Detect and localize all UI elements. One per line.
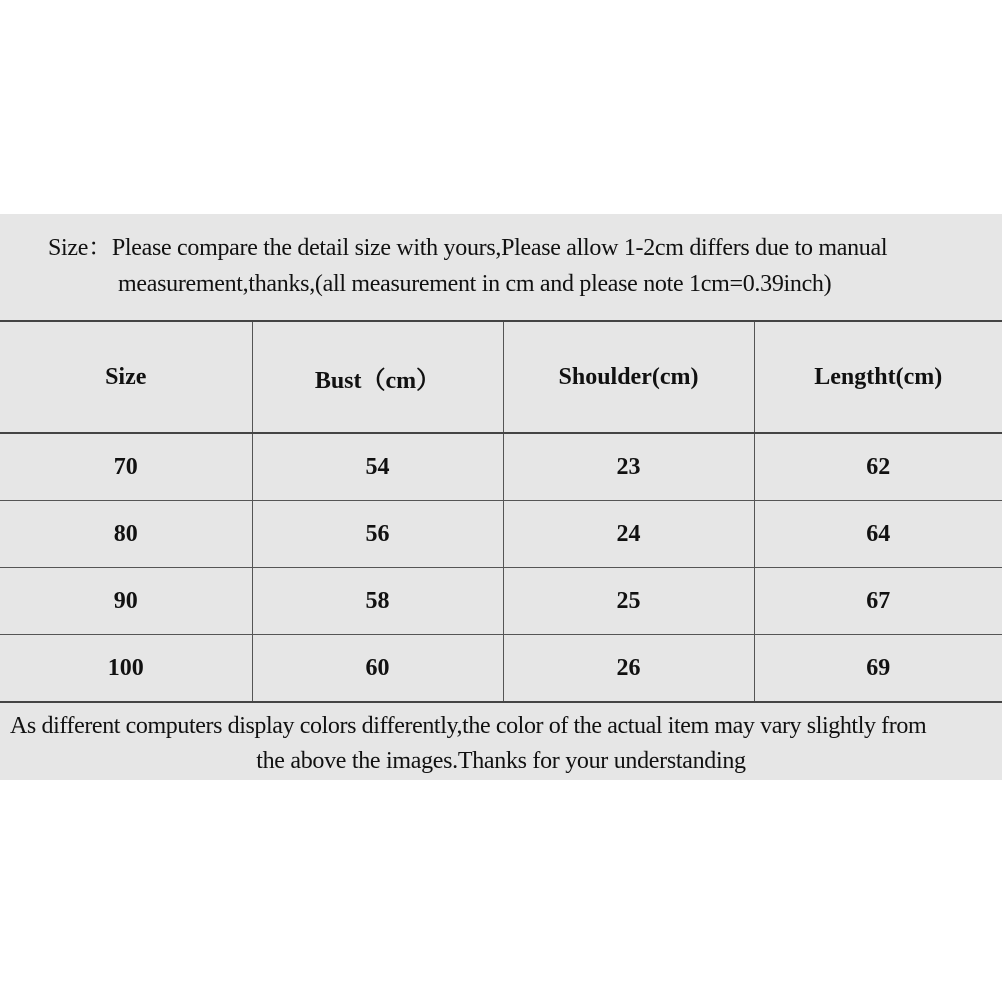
cell-bust: 54 xyxy=(252,433,503,501)
table-row xyxy=(0,568,1002,635)
header-shoulder: Shoulder(cm) xyxy=(503,321,754,433)
cell-length: 62 xyxy=(754,433,1002,501)
cell-bust: 56 xyxy=(252,501,503,568)
table-header-row xyxy=(0,321,1002,433)
header-size: Size xyxy=(0,321,252,433)
cell-shoulder: 24 xyxy=(503,501,754,568)
intro-note-line-1: Size：Please compare the detail size with yours,Please allow 1-2cm differs due to manual xyxy=(48,235,888,261)
footer-note xyxy=(0,700,1002,780)
cell-length: 67 xyxy=(754,568,1002,635)
cell-length: 69 xyxy=(754,635,1002,703)
cell-length: 64 xyxy=(754,501,1002,568)
cell-size: 100 xyxy=(0,635,252,703)
size-table xyxy=(0,320,1002,703)
intro-note-line-2: measurement,thanks,(all measurement in cm and please note 1cm=0.39inch) xyxy=(118,271,832,297)
cell-bust: 58 xyxy=(252,568,503,635)
cell-bust: 60 xyxy=(252,635,503,703)
cell-shoulder: 25 xyxy=(503,568,754,635)
cell-shoulder: 23 xyxy=(503,433,754,501)
cell-size: 80 xyxy=(0,501,252,568)
header-length: Lengtht(cm) xyxy=(754,321,1002,433)
intro-note xyxy=(0,214,1002,320)
table-row xyxy=(0,501,1002,568)
cell-size: 90 xyxy=(0,568,252,635)
table-row xyxy=(0,635,1002,703)
size-chart-panel xyxy=(0,214,1002,780)
cell-size: 70 xyxy=(0,433,252,501)
table-row xyxy=(0,433,1002,501)
header-bust: Bust（cm） xyxy=(252,321,503,433)
cell-shoulder: 26 xyxy=(503,635,754,703)
footer-note-line-2: the above the images.Thanks for your understanding xyxy=(256,748,746,774)
footer-note-line-1: As different computers display colors differently,the color of the actual item may vary slightly from xyxy=(10,713,927,739)
